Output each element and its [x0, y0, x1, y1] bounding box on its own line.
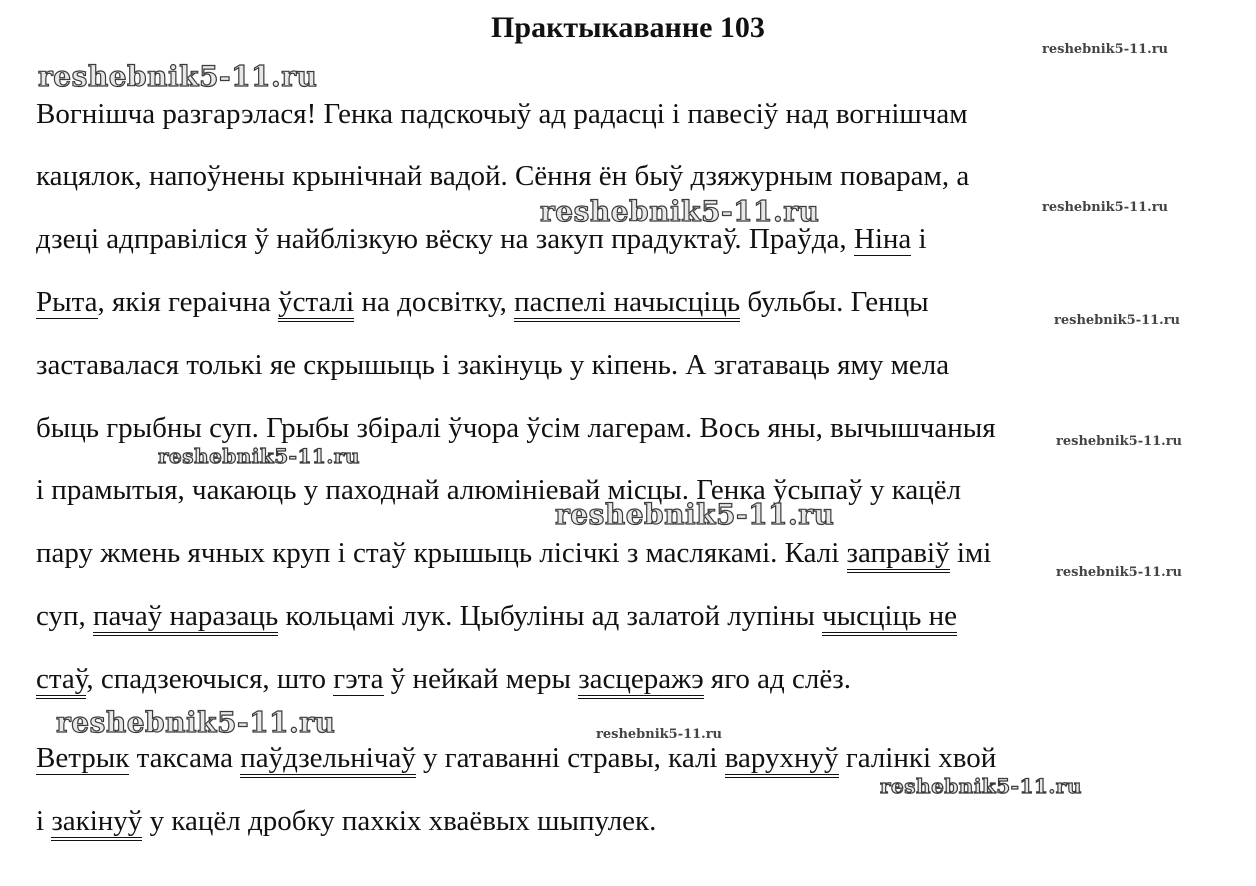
double-underlined-word: паспелі начысціць: [514, 286, 740, 322]
text-segment: імі: [949, 537, 992, 569]
text-segment: і: [36, 805, 52, 837]
text-segment: на досвітку,: [354, 286, 515, 318]
text-segment: , якія гераічна: [97, 286, 279, 318]
watermark: reshebnik5-11.ru: [596, 727, 723, 742]
text-line-12: [36, 805, 1236, 837]
text-line-2: кацялок, напоўнены крынічнай вадой. Сёння ён быў дзяжурным поварам, а: [36, 160, 970, 192]
double-underlined-word: пачаў наразаць: [93, 600, 278, 636]
double-underlined-word: закінуў: [51, 805, 142, 841]
double-underlined-word: чысціць не: [822, 600, 957, 636]
text-segment: пару жмень ячных круп і стаў крышыць лісічкі з маслякамі. Калі: [36, 537, 847, 569]
watermark: reshebnik5-11.ru: [1054, 313, 1181, 328]
watermark: reshebnik5-11.ru: [158, 444, 360, 468]
watermark: reshebnik5-11.ru: [1042, 200, 1169, 215]
text-segment: у кацёл дробку пахкіх хваёвых шыпулек.: [142, 805, 657, 837]
double-underlined-word: паўдзельнічаў: [240, 742, 416, 778]
text-segment: таксама: [129, 742, 241, 774]
text-segment: кольцамі лук. Цыбуліны ад залатой лупіны: [278, 600, 823, 632]
double-underlined-word: стаў: [36, 663, 86, 699]
text-segment: , спадзеючыся, што: [86, 663, 334, 695]
underlined-word: Рыта: [36, 286, 98, 318]
page-title: Практыкаванне 103: [491, 11, 765, 44]
double-underlined-word: заправіў: [847, 537, 950, 573]
text-line-7: і прамытыя, чакаюць у паходнай алюмініевай місцы. Генка ўсыпаў у кацёл: [36, 474, 962, 506]
text-segment: яго ад слёз.: [703, 663, 851, 695]
underlined-word: Ветрык: [36, 742, 130, 774]
watermark: reshebnik5-11.ru: [1042, 42, 1169, 57]
text-line-11: [36, 742, 1236, 774]
watermark: reshebnik5-11.ru: [56, 706, 336, 739]
double-underlined-word: варухнуў: [725, 742, 839, 778]
text-line-10: [36, 663, 1236, 695]
watermark: reshebnik5-11.ru: [1056, 565, 1183, 580]
text-segment: галінкі хвой: [838, 742, 997, 774]
watermark: reshebnik5-11.ru: [555, 498, 835, 531]
text-segment: бульбы. Генцы: [740, 286, 929, 318]
text-segment: суп,: [36, 600, 94, 632]
text-line-5: заставалася толькі яе скрышыць і закінуць у кіпень. А згатаваць яму мела: [36, 349, 950, 381]
text-line-9: [36, 600, 1236, 632]
watermark: reshebnik5-11.ru: [38, 60, 318, 93]
watermark: reshebnik5-11.ru: [1056, 434, 1183, 449]
text-segment: ў нейкай меры: [383, 663, 579, 695]
underlined-word: гэта: [333, 663, 384, 695]
underlined-word: Ніна: [853, 223, 912, 255]
text-segment: дзеці адправіліся ў найблізкую вёску на закуп прадуктаў. Праўда,: [36, 223, 847, 255]
text-line-1: Вогнішча разгарэлася! Генка падскочыў ад радасці і павесіў над вогнішчам: [36, 98, 968, 130]
text-segment: і: [911, 223, 927, 255]
watermark: reshebnik5-11.ru: [540, 195, 820, 228]
double-underlined-word: засцеражэ: [578, 663, 703, 699]
double-underlined-word: ўсталі: [278, 286, 354, 322]
text-line-6: быць грыбны суп. Грыбы збіралі ўчора ўсім лагерам. Вось яны, вычышчаныя: [36, 412, 996, 444]
text-segment: у гатаванні стравы, калі: [415, 742, 725, 774]
watermark: reshebnik5-11.ru: [880, 774, 1082, 798]
